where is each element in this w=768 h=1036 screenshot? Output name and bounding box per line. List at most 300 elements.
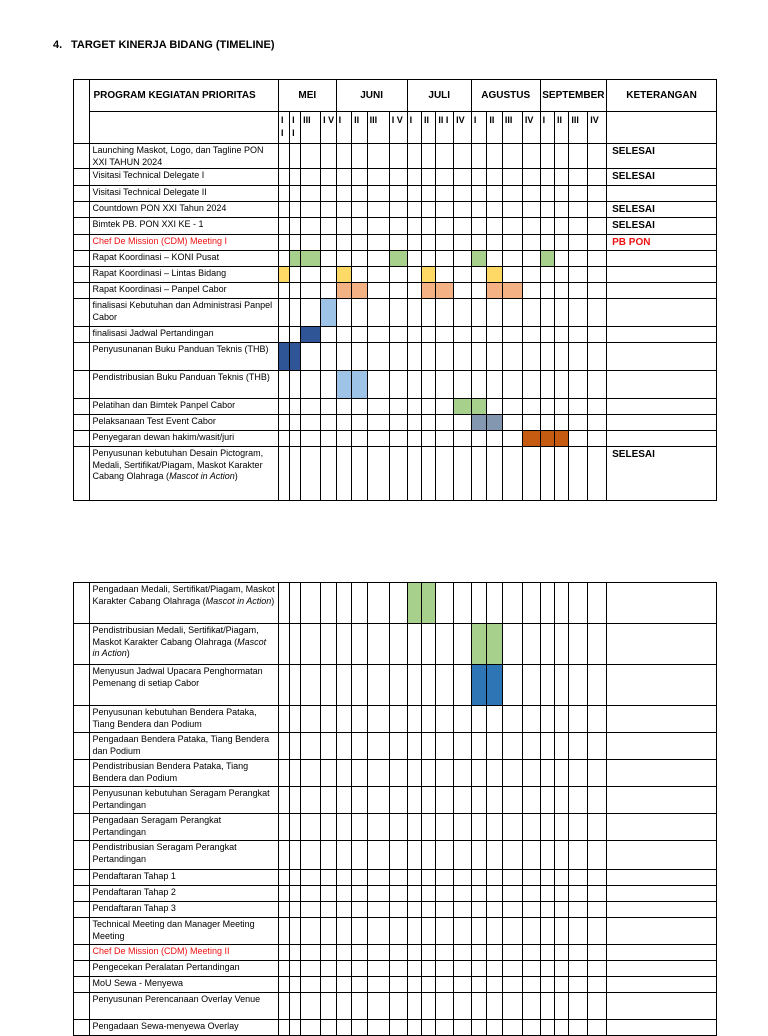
timeline-cell [555,169,569,186]
activity-cell [89,267,279,283]
timeline-cell [487,886,503,902]
timeline-cell [569,918,588,945]
timeline-cell [502,343,522,371]
timeline-cell [422,902,436,918]
timeline-cell [522,961,540,977]
timeline-cell [407,918,421,945]
row-number-cell [74,327,90,343]
timeline-cell [407,787,421,814]
table-row [74,267,717,283]
timeline-cell [389,399,407,415]
timeline-cell [555,706,569,733]
timeline-cell [471,841,487,870]
timeline-cell [555,814,569,841]
timeline-cell [290,945,301,961]
timeline-cell [569,371,588,399]
timeline-cell [279,371,290,399]
timeline-cell [588,371,607,399]
timeline-cell [487,251,503,267]
timeline-cell [569,267,588,283]
timeline-cell [407,169,421,186]
timeline-cell [540,283,554,299]
timeline-cell [454,1020,472,1036]
timeline-cell [487,144,503,169]
row-number-cell [74,169,90,186]
timeline-cell [522,399,540,415]
row-number-cell [74,945,90,961]
timeline-cell [540,299,554,327]
timeline-cell [421,144,435,169]
activity-cell [89,299,279,327]
timeline-cell [540,169,554,186]
timeline-cell [301,993,321,1020]
timeline-cell [407,760,421,787]
timeline-cell [321,902,337,918]
timeline-cell [588,201,607,218]
week-header: I I [279,112,290,144]
timeline-cell [367,447,389,501]
timeline-cell [367,706,389,733]
timeline-cell [407,144,421,169]
activity-label: Visitasi Technical Delegate I [92,170,205,180]
timeline-cell [502,706,522,733]
timeline-cell [352,760,368,787]
timeline-cell [487,787,503,814]
timeline-cell [352,299,368,327]
activity-cell [89,415,279,431]
timeline-cell [421,431,435,447]
timeline-cell [367,267,389,283]
table-row [74,993,717,1020]
timeline-cell [389,1020,407,1036]
activity-label: Chef De Mission (CDM) Meeting I [92,235,228,246]
timeline-cell [352,977,368,993]
activity-label: Pendistribusian Bendera Pataka, Tiang Bendera dan Podium [92,761,249,783]
notes-cell [607,961,717,977]
timeline-cell [367,185,389,201]
timeline-cell [290,431,301,447]
timeline-cell [279,169,290,186]
timeline-cell [502,201,522,218]
timeline-cell [389,886,407,902]
timeline-cell [555,218,569,235]
week-header: I [471,112,487,144]
timeline-cell [522,945,540,961]
timeline-cell [588,733,607,760]
timeline-cell [321,371,337,399]
timeline-cell [321,185,337,201]
timeline-cell [301,234,321,251]
timeline-cell [352,218,368,235]
timeline-cell [454,841,472,870]
timeline-cell [407,201,421,218]
activity-label: Technical Meeting dan Manager Meeting Meeting [92,919,255,941]
timeline-cell [471,918,487,945]
timeline-cell [389,283,407,299]
timeline-cell [588,977,607,993]
row-number-cell [74,961,90,977]
timeline-cell [279,665,290,706]
timeline-cell [436,945,454,961]
activity-label-end: ) [126,648,130,658]
table-row [74,299,717,327]
timeline-cell [487,327,503,343]
timeline-cell [471,583,487,624]
row-number-cell [74,583,90,624]
timeline-cell [352,399,368,415]
timeline-cell [555,201,569,218]
timeline-cell [279,870,290,886]
timeline-bar-cell [290,343,301,371]
timeline-cell [290,665,301,706]
row-number-cell [74,870,90,886]
timeline-cell [454,185,472,201]
timeline-cell [321,665,337,706]
timeline-cell [540,706,554,733]
timeline-cell [367,814,389,841]
timeline-cell [502,624,522,665]
activity-label: finalisasi Jadwal Pertandingan [92,328,214,338]
timeline-cell [487,234,503,251]
timeline-cell [471,169,487,186]
timeline-bar-cell [454,399,472,415]
week-header: I I [290,112,301,144]
timeline-cell [407,234,421,251]
timeline-bar-cell [471,399,487,415]
timeline-cell [352,251,368,267]
timeline-cell [301,1020,321,1036]
timeline-cell [301,583,321,624]
timeline-cell [407,431,421,447]
timeline-cell [471,185,487,201]
timeline-cell [502,870,522,886]
timeline-cell [336,706,352,733]
timeline-cell [522,251,540,267]
activity-label: Pendistribusian Medali, Sertifikat/Piagam, Maskot Karakter Cabang Olahraga ( [92,625,259,647]
activity-cell [89,902,279,918]
timeline-cell [321,977,337,993]
table-row [74,447,717,501]
timeline-cell [487,945,503,961]
row-number-cell [74,415,90,431]
timeline-cell [301,870,321,886]
timeline-cell [471,144,487,169]
timeline-cell [436,814,454,841]
timeline-cell [352,415,368,431]
timeline-bar-cell [290,251,301,267]
timeline-cell [569,841,588,870]
timeline-cell [502,841,522,870]
timeline-cell [569,144,588,169]
timeline-bar-cell [471,624,487,665]
timeline-cell [540,902,554,918]
timeline-cell [367,327,389,343]
activity-label: Pelaksanaan Test Event Cabor [92,416,216,426]
timeline-cell [352,343,368,371]
timeline-cell [454,169,472,186]
timeline-cell [321,760,337,787]
timeline-cell [454,993,472,1020]
timeline-cell [588,234,607,251]
timeline-cell [502,733,522,760]
timeline-cell [502,886,522,902]
row-number-cell [74,918,90,945]
timeline-cell [487,343,503,371]
timeline-cell [588,299,607,327]
section-title: TARGET KINERJA BIDANG (TIMELINE) [71,39,275,51]
timeline-cell [336,760,352,787]
timeline-cell [502,902,522,918]
timeline-cell [569,665,588,706]
notes-cell [607,902,717,918]
week-header: I V [389,112,407,144]
timeline-cell [290,841,301,870]
timeline-cell [389,583,407,624]
timeline-cell [569,993,588,1020]
timeline-cell [301,918,321,945]
timeline-cell [336,733,352,760]
timeline-cell [336,624,352,665]
timeline-cell [301,787,321,814]
timeline-cell [290,144,301,169]
timeline-cell [422,918,436,945]
timeline-cell [436,299,454,327]
timeline-cell [352,327,368,343]
timeline-cell [555,1020,569,1036]
table-row [74,733,717,760]
timeline-cell [367,760,389,787]
timeline-cell [569,327,588,343]
activity-label: Bimtek PB. PON XXI KE - 1 [92,219,204,229]
timeline-cell [588,624,607,665]
timeline-cell [321,447,337,501]
notes-cell [607,977,717,993]
timeline-cell [336,886,352,902]
timeline-cell [540,218,554,235]
timeline-cell [569,169,588,186]
activity-label: Penyegaran dewan hakim/wasit/juri [92,432,235,442]
timeline-cell [436,185,454,201]
timeline-cell [522,299,540,327]
timeline-cell [471,870,487,886]
timeline-cell [352,841,368,870]
timeline-cell [487,299,503,327]
timeline-cell [569,399,588,415]
activity-label: Pelatihan dan Bimtek Panpel Cabor [92,400,236,410]
timeline-cell [352,814,368,841]
row-number-cell [74,665,90,706]
timeline-cell [471,886,487,902]
timeline-cell [436,431,454,447]
timeline-cell [555,185,569,201]
week-header: I [407,112,421,144]
timeline-bar-cell [487,624,503,665]
timeline-cell [540,870,554,886]
timeline-cell [321,201,337,218]
timeline-cell [321,706,337,733]
timeline-cell [454,706,472,733]
timeline-cell [279,918,290,945]
timeline-cell [436,251,454,267]
week-header: I [336,112,352,144]
timeline-cell [471,977,487,993]
activity-label: Rapat Koordinasi – KONI Pusat [92,252,220,262]
activity-cell [89,993,279,1020]
timeline-cell [422,733,436,760]
timeline-cell [422,886,436,902]
activity-label: Menyusun Jadwal Upacara Penghormatan Pemenang di setiap Cabor [92,666,263,688]
activity-label-end: ) [271,595,275,606]
timeline-cell [502,945,522,961]
activity-label-end: ) [234,471,238,481]
notes-cell: PB PON [607,234,717,251]
timeline-cell [422,787,436,814]
timeline-cell [588,431,607,447]
notes-cell [607,583,717,624]
timeline-bar-cell [540,431,554,447]
timeline-cell [522,665,540,706]
timeline-cell [454,415,472,431]
timeline-cell [336,977,352,993]
timeline-cell [352,993,368,1020]
timeline-cell [301,665,321,706]
timeline-cell [522,169,540,186]
timeline-cell [367,234,389,251]
timeline-cell [522,267,540,283]
timeline-cell [422,945,436,961]
timeline-cell [279,886,290,902]
timeline-cell [454,624,472,665]
timeline-cell [407,870,421,886]
timeline-cell [321,814,337,841]
timeline-cell [321,961,337,977]
timeline-cell [522,234,540,251]
timeline-cell [336,870,352,886]
timeline-cell [555,945,569,961]
activity-label: Chef De Mission (CDM) Meeting II [92,946,230,956]
timeline-cell [336,961,352,977]
timeline-cell [301,299,321,327]
timeline-cell [588,665,607,706]
timeline-cell [389,902,407,918]
timeline-cell [522,733,540,760]
timeline-cell [555,733,569,760]
activity-cell [89,841,279,870]
timeline-cell [540,665,554,706]
timeline-cell [540,185,554,201]
activity-cell [89,706,279,733]
notes-cell [607,267,717,283]
timeline-cell [407,961,421,977]
timeline-cell [336,841,352,870]
timeline-cell [454,733,472,760]
timeline-cell [389,299,407,327]
row-number-cell [74,218,90,235]
timeline-cell [352,945,368,961]
activity-emphasis: Mascot in Action [169,471,235,481]
timeline-cell [502,327,522,343]
timeline-cell [352,886,368,902]
timeline-cell [367,918,389,945]
timeline-cell [290,993,301,1020]
timeline-cell [487,706,503,733]
timeline-cell [389,993,407,1020]
timeline-cell [336,201,352,218]
timeline-cell [336,251,352,267]
timeline-cell [352,583,368,624]
timeline-cell [407,1020,421,1036]
timeline-cell [454,299,472,327]
timeline-cell [588,1020,607,1036]
timeline-cell [279,201,290,218]
timeline-bar-cell [352,283,368,299]
timeline-bar-cell [502,283,522,299]
timeline-cell [454,814,472,841]
timeline-cell [336,945,352,961]
timeline-cell [407,977,421,993]
row-number-cell [74,706,90,733]
timeline-cell [502,399,522,415]
activity-cell [89,624,279,665]
timeline-cell [436,327,454,343]
timeline-cell [279,787,290,814]
timeline-cell [301,283,321,299]
notes-cell [607,918,717,945]
activity-cell [89,886,279,902]
timeline-cell [588,399,607,415]
timeline-cell [367,665,389,706]
timeline-cell [407,371,421,399]
timeline-cell [540,415,554,431]
activity-cell [89,218,279,235]
timeline-cell [352,624,368,665]
timeline-cell [436,624,454,665]
timeline-cell [367,945,389,961]
timeline-cell [555,870,569,886]
row-number-cell [74,993,90,1020]
timeline-cell [367,886,389,902]
timeline-cell [421,447,435,501]
table-row [74,977,717,993]
activity-label: Pendistribusian Buku Panduan Teknis (THB) [92,372,270,382]
table-row [74,431,717,447]
timeline-cell [301,431,321,447]
timeline-cell [301,961,321,977]
notes-cell [607,665,717,706]
timeline-cell [321,283,337,299]
timeline-cell [279,234,290,251]
table-row [74,814,717,841]
timeline-cell [540,201,554,218]
timeline-cell [522,787,540,814]
timeline-cell [336,343,352,371]
timeline-cell [588,918,607,945]
timeline-bar-cell [301,327,321,343]
timeline-cell [454,431,472,447]
timeline-cell [436,706,454,733]
timeline-cell [502,760,522,787]
timeline-cell [407,218,421,235]
notes-cell: SELESAI [607,144,717,169]
timeline-cell [301,760,321,787]
timeline-cell [555,760,569,787]
timeline-cell [502,251,522,267]
timeline-cell [301,706,321,733]
timeline-cell [588,961,607,977]
timeline-cell [336,902,352,918]
activity-label: Pendaftaran Tahap 3 [92,903,176,913]
timeline-cell [454,144,472,169]
